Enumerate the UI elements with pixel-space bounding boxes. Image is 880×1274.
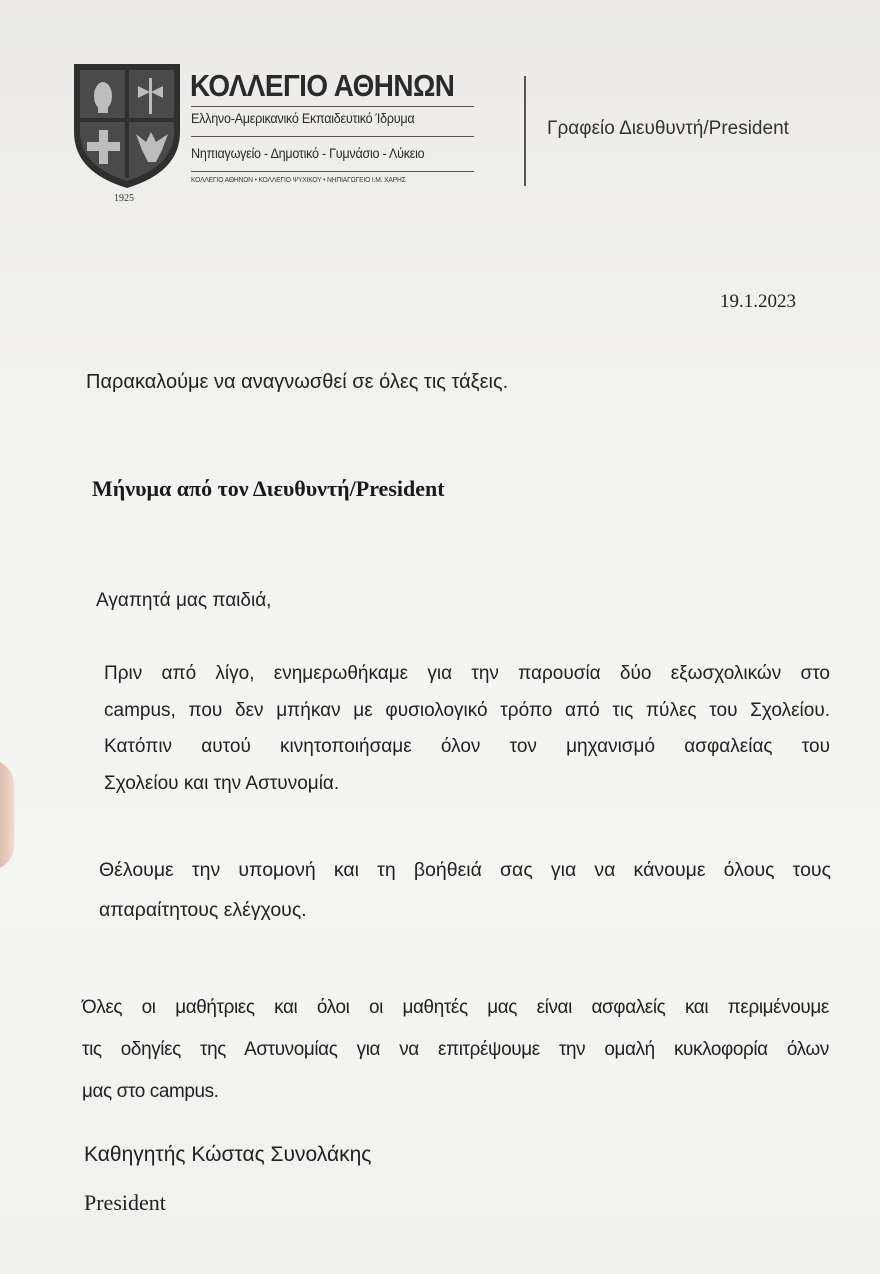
message-heading: Μήνυμα από τον Διευθυντή/President — [92, 476, 445, 501]
paragraph-line: απαραίτητους ελέγχους. — [99, 899, 307, 921]
office-title: Γραφείο Διευθυντή/President — [547, 118, 789, 139]
paragraph-line: Σχολείου και την Αστυνομία. — [104, 772, 340, 794]
paragraph-line: Κατόπιν αυτού κινητοποιήσαμε όλον τον μηχανισμό ασφαλείας του — [104, 736, 830, 757]
signature-title: President — [84, 1190, 166, 1215]
paragraph-1 — [104, 656, 830, 802]
letterhead-rule — [191, 171, 474, 172]
finger-edge — [0, 760, 14, 870]
school-subtitle: Ελληνο-Αμερικανικό Εκπαιδευτικό Ίδρυμα — [191, 110, 415, 126]
read-instruction: Παρακαλούμε να αναγνωσθεί σε όλες τις τάξεις. — [86, 371, 509, 393]
paragraph-line: μας στο campus. — [82, 1080, 219, 1102]
school-name: ΚΟΛΛΕΓΙΟ ΑΘΗΝΩΝ — [190, 68, 455, 103]
greeting: Αγαπητά μας παιδιά, — [96, 590, 272, 611]
paragraph-line: Θέλουμε την υπομονή και τη βοήθειά σας για να κάνουμε όλους τους — [99, 859, 831, 881]
letterhead-divider — [524, 76, 526, 186]
school-campuses: ΚΟΛΛΕΓΙΟ ΑΘΗΝΩΝ • ΚΟΛΛΕΓΙΟ ΨΥΧΙΚΟΥ • ΝΗΠΙΑΓΩΓΕΙΟ Ι.Μ. ΧΑΡΗΣ — [191, 175, 406, 184]
paragraph-3 — [82, 986, 852, 1112]
letterhead-rule — [191, 136, 474, 137]
letterhead-rule — [191, 106, 474, 107]
paragraph-line: Όλες οι μαθήτριες και όλοι οι μαθητές μας είναι ασφαλείς και περιμένουμε — [82, 996, 829, 1018]
paragraph-line: campus, που δεν μπήκαν με φυσιολογικό τρόπο από τις πύλες του Σχολείου. — [104, 699, 830, 721]
paragraph-2 — [99, 850, 831, 930]
letter-date: 19.1.2023 — [720, 291, 796, 312]
crest-year: 1925 — [114, 193, 134, 204]
paragraph-line: τις οδηγίες της Αστυνομίας για να επιτρέψουμε την ομαλή κυκλοφορία όλων — [82, 1038, 829, 1060]
school-levels: Νηπιαγωγείο - Δημοτικό - Γυμνάσιο - Λύκειο — [191, 145, 425, 161]
signature-name: Καθηγητής Κώστας Συνολάκης — [84, 1143, 372, 1166]
paragraph-line: Πριν από λίγο, ενημερωθήκαμε για την παρουσία δύο εξωσχολικών στο — [104, 663, 830, 684]
shield-crest-icon — [72, 62, 182, 190]
